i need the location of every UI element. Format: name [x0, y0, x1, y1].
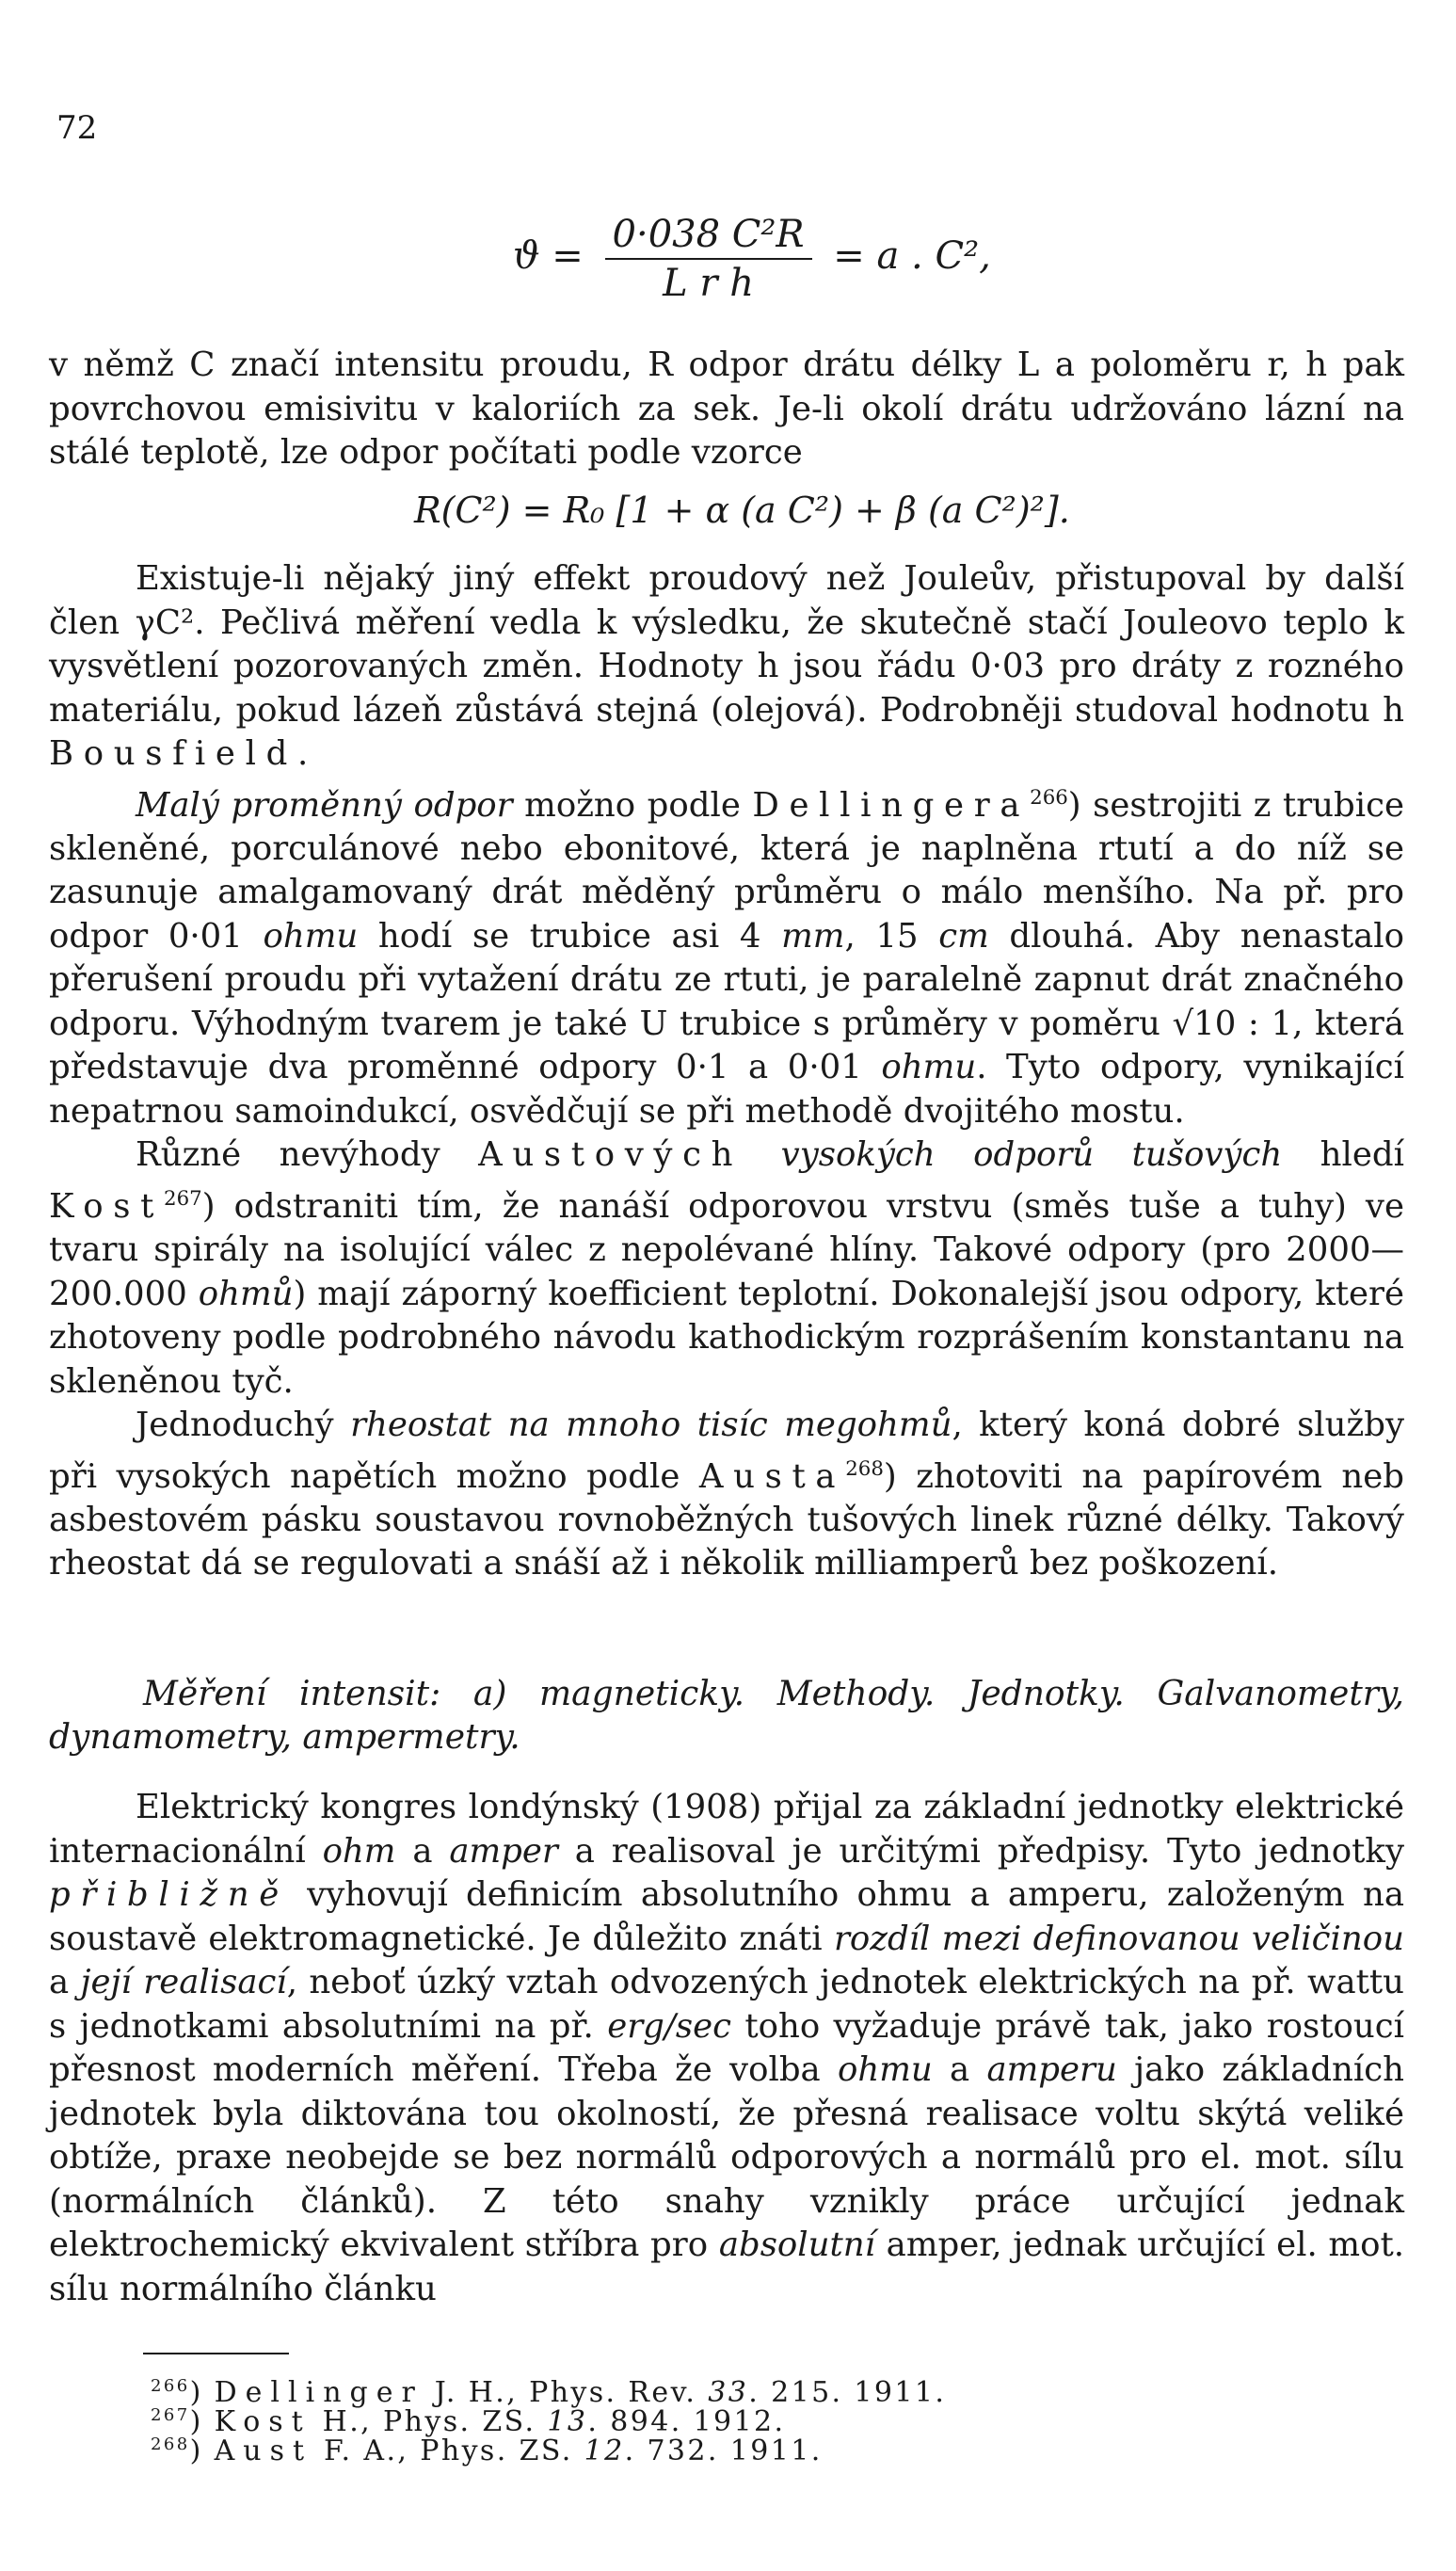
fn-author: Kost [214, 2405, 312, 2438]
p6-ohmu: ohmu [837, 2050, 933, 2089]
equation-denominator: L r h [663, 262, 754, 305]
p6-t9: jako základních jednotek byla diktována tou okolností, že přesná realisace voltu skýtá veliké obtíže, praxe neobejde se bez normálů odporových a normálů pro el. mot. sílu (normálních článků). Z této snahy vznikly práce určující jednak elektrochemický ekvivalent stříbra pro [49, 2050, 1405, 2264]
paragraph-2-text: Existuje-li nějaký jiný effekt proudový než Jouleův, přistupoval by další člen γC². Pečlivá měření vedla k výsledku, že skutečně stačí Jouleovo teplo k vysvětlení pozorovaných změn. Hodnoty h jsou řádu 0·03 pro dráty z rozného materiálu, pokud lázeň zůstává stejná (olejová). Podrobněji studoval hodnotu h [49, 559, 1404, 730]
p3-t1: možno podle [512, 785, 753, 825]
p4-t3: ) odstraniti tím, že nanáší odporovou vrstvu (směs tuše a tuhy) ve tvaru spirály na isolující válec z nepolévané hlíny. Takové odpory (pro 2000—200.000 [49, 1186, 1404, 1313]
p6-pribl: přibližně [49, 1875, 289, 1914]
paragraph-5 [49, 1404, 1404, 1586]
fn-author: Aust [214, 2434, 313, 2467]
p3-t3: hodí se trubice asi 4 [358, 916, 782, 956]
p6-rozdil: rozdíl mezi definovanou veličinou [833, 1919, 1404, 1958]
paragraph-6 [49, 1786, 1404, 2311]
page-number: 72 [56, 109, 98, 147]
p3-mm: mm [781, 916, 845, 956]
equation-resistance: R(C²) = R₀ [1 + α (a C²) + β (a C²)²]. [414, 490, 1070, 531]
fn-author: Dellinger [214, 2376, 424, 2409]
author-kost: Kost [49, 1186, 165, 1226]
fn-vol: 13 [547, 2405, 588, 2438]
equation-rhs: = a . C², [833, 234, 991, 278]
p6-t6: , neboť úzký vztah odvozených jednotek elektrických na př. wattu s jednotkami absolutními na př. [49, 1963, 1405, 2046]
p6-t5: a [49, 1963, 81, 2001]
p6-t1: Elektrický kongres londýnský (1908) přijal za základní jednotky elektrické internacionální [49, 1788, 1404, 1871]
author-aust: Austa [698, 1456, 846, 1496]
p3-ohmu2: ohmu [881, 1048, 977, 1087]
p6-amperu: amperu [986, 2050, 1117, 2089]
paragraph-3 [49, 777, 1404, 1134]
fn-rest: . 215. 1911. [748, 2376, 947, 2409]
fn-vol: 12 [584, 2434, 625, 2467]
p5-t2: , který koná dobré služby při vysokých napětích možno podle [49, 1406, 1405, 1496]
p4-t4: ) mají záporný koefficient teplotní. Dokonalejší jsou odpory, které zhotoveny podle podrobného návodu kathodickým rozprášením konstantanu na skleněnou tyč. [49, 1274, 1404, 1401]
p6-amper: amper [449, 1831, 558, 1871]
footnote-divider [143, 2353, 289, 2354]
p6-real: její realisací [80, 1963, 287, 2001]
fn-text: H., Phys. ZS. [311, 2405, 548, 2438]
fn-text: J. H., Phys. Rev. [423, 2376, 709, 2409]
footnote-268: $^{268}$) Aust F. A., Phys. ZS. 12. 732. 1911. [151, 2434, 823, 2467]
body-text-2 [49, 557, 1404, 1586]
p3-t5: dlouhá. Aby nenastalo přerušení proudu při vytažení drátu ze rtuti, je paralelně zapnut drát značného odporu. Výhodným tvarem je také U trubice s průměry v poměru √10 : 1, která představuje dva proměnné odpory 0·1 a 0·01 [49, 916, 1405, 1087]
p5-t3: ) zhotoviti na papírovém neb asbestovém pásku soustavou rovnoběžných tušových linek různé délky. Takový rheostat dá se regulovati a snáší až i několik milliamperů bez poškození. [49, 1456, 1404, 1583]
ref-266: 266 [1030, 785, 1068, 810]
body-text-3 [49, 1786, 1404, 2311]
author-bousfield: Bousfield [49, 734, 297, 773]
footnote-266: $^{266}$) Dellinger J. H., Phys. Rev. 33. 215. 1911. [151, 2376, 947, 2409]
term-rheostat: rheostat na mnoho tisíc megohmů [350, 1406, 952, 1445]
body-text-1 [49, 344, 1404, 475]
ref-268: 268 [845, 1456, 884, 1481]
fn-vol: 33 [708, 2376, 749, 2409]
fn-rest: . 732. 1911. [624, 2434, 823, 2467]
p6-t8: a [932, 2050, 987, 2089]
p6-t7: toho vyžaduje právě tak, jako rostoucí přesnost moderních měření. Třeba že volba [49, 2006, 1404, 2089]
ref-267: 267 [164, 1186, 202, 1211]
paragraph-4 [49, 1133, 1404, 1404]
author-austovych: Austových [478, 1135, 744, 1175]
p6-t4: vyhovují definicím absolutního ohmu a amperu, založeným na soustavě elektromagnetické. Je důležito znáti [49, 1875, 1404, 1958]
equation-numerator: 0·038 C²R [605, 213, 812, 260]
author-dellinger: Dellingera [752, 785, 1031, 825]
term-ink-resistors: vysokých odporů tušových [780, 1135, 1283, 1175]
paragraph-1: v němž C značí intensitu proudu, R odpor drátu délky L a poloměru r, h pak povrchovou emisivitu v kaloriích za sek. Je-li okolí drátu udržováno lázní na stálé teplotě, lze odpor počítati podle vzorce [49, 345, 1404, 472]
p4-t1: Různé nevýhody [136, 1135, 479, 1175]
p6-t3: a realisoval je určitými předpisy. Tyto jednotky [557, 1831, 1404, 1871]
p3-t6: . Tyto odpory, vynikající nepatrnou samoindukcí, osvědčují se při methodě dvojitého mostu. [49, 1048, 1404, 1131]
fn-text: F. A., Phys. ZS. [312, 2434, 584, 2467]
equation-lhs: ϑ = [513, 234, 584, 278]
fn-num: 267 [151, 2405, 190, 2425]
p3-t4: , 15 [844, 916, 939, 956]
footnote-267: $^{267}$) Kost H., Phys. ZS. 13. 894. 1912. [151, 2405, 786, 2438]
equation-fraction [605, 213, 812, 305]
term-small-variable-resistor: Malý proměnný odpor [136, 785, 513, 825]
p4-t2: hledí [1282, 1135, 1404, 1175]
p3-cm: cm [938, 916, 989, 956]
p6-ohm: ohm [322, 1831, 396, 1871]
equation-temperature [513, 213, 991, 305]
p6-t2: a [395, 1831, 450, 1871]
fn-rest: . 894. 1912. [587, 2405, 786, 2438]
p4-ohmu: ohmů [198, 1274, 294, 1313]
section-heading: Měření intensit: a) magneticky. Methody. Jednotky. Galvanometry, dynamometry, ampermetry. [49, 1675, 1404, 1757]
p6-erg: erg/sec [607, 2006, 731, 2046]
p5-t1: Jednoduchý [136, 1406, 351, 1445]
p3-t2: ) sestrojiti z trubice skleněné, porculánové nebo ebonitové, která je naplněna rtutí a do níž se zasunuje amalgamovaný drát měděný průměru o málo menšího. Na př. pro odpor 0·01 [49, 785, 1405, 956]
p6-absol: absolutní [718, 2226, 875, 2264]
fn-num: 266 [151, 2376, 190, 2396]
paragraph-2: Existuje-li nějaký jiný effekt proudový než Jouleův, přistupoval by další člen γC². Pečlivá měření vedla k výsledku, že skutečně stačí Jouleovo teplo k vysvětlení pozorovaných změn. Hodnoty h jsou řádu 0·03 pro dráty z rozného materiálu, pokud lázeň zůstává stejná (olejová). Podrobněji studoval hodnotu h Bousfield. [49, 559, 1404, 773]
p6-t10: amper, jednak určující el. mot. sílu normálního článku [49, 2226, 1404, 2308]
p3-ohmu1: ohmu [263, 916, 359, 956]
fn-num: 268 [151, 2434, 190, 2454]
